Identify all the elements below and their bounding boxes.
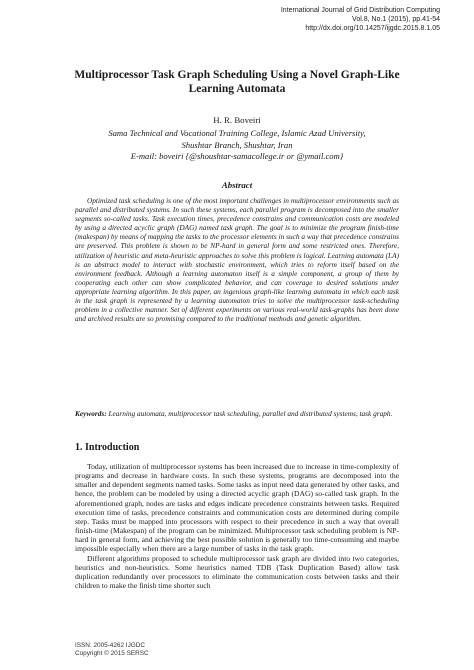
abstract-heading: Abstract xyxy=(221,180,253,190)
keywords-label: Keywords: xyxy=(75,409,107,418)
author-name: H. R. Boveiri xyxy=(213,115,261,125)
keywords-text: Learning automata, multiprocessor task scheduling, parallel and distributed systems, task graph. xyxy=(106,409,393,418)
journal-header xyxy=(180,6,440,33)
author-email[interactable]: E-mail: boveiri {@shoushtar-samacollege.ir or @ymail.com} xyxy=(130,151,344,161)
affiliation-line-2: Shushtar Branch, Shushtar, Iran xyxy=(181,139,293,150)
section-heading-introduction: 1. Introduction xyxy=(75,442,140,453)
title-line-1: Multiprocessor Task Graph Scheduling Using a Novel Graph-Like xyxy=(74,69,400,81)
paper-title xyxy=(40,68,434,96)
affiliation-line-1: Sama Technical and Vocational Training College, Islamic Azad University, xyxy=(108,128,366,138)
journal-doi[interactable]: http://dx.doi.org/10.14257/ijgdc.2015.8.1.05 xyxy=(305,25,440,32)
introduction-body xyxy=(75,462,399,590)
footer-copyright: Copyright © 2015 SERSC xyxy=(75,650,149,657)
keywords xyxy=(75,409,399,418)
abstract-text: Optimized task scheduling is one of the most important challenges in multiprocessor environments such as parallel and distributed systems. In such these systems, each parallel program is decomposed into the smaller segments so-called tasks. Task execution times, precedence constrains and communication costs are modeled by using a directed acyclic graph (DAG) named task graph. The goal is to minimize the program finish-time (makespan) by means of mapping the tasks to the processor elements in such a way that precedence constrains are preserved. This problem is shown to be NP-hard in general form and some restricted ones. Therefore, utilization of heuristic and meta-heuristic approaches to solve this problem is logical. Learning automata (LA) is an abstract model to interact with stochastic environment, which tries to reform itself based on the environment feedback. Although a learning automaton itself is a simple component, a group of them by cooperating each other can show complicated behavior, and can coverage to desired solutions under appropriate learning algorithm. In this paper, an ingenious graph-like learning automata in which each task in the task graph is represented by a learning automaton tries to solve the multiprocessor task-scheduling problem in a collective manner. Set of different experiments on various real-world task-graphs has been done and archived results are so promising compared to the traditional methods and genetic algorithm. xyxy=(75,196,399,324)
author-affiliation xyxy=(40,128,434,163)
journal-name: International Journal of Grid Distribution Computing xyxy=(280,7,440,14)
footer-issn: ISSN: 2005-4262 IJGDC xyxy=(75,642,145,649)
introduction-paragraph-2: Different algorithms proposed to schedule multiprocessor task graph are divided into two categories, heuristics and non-heuristics. Some heuristics named TDB (Task Duplication Based) allow task duplication redundantly over processors to eliminate the communication costs between tasks and their children to make the finish time shorter such xyxy=(75,553,399,591)
title-line-2: Learning Automata xyxy=(188,83,286,95)
journal-volume: Vol.8, No.1 (2015), pp.41-54 xyxy=(352,16,440,23)
introduction-paragraph-1: Today, utilization of multiprocessor systems has been increased due to increase in time-complexity of programs and decrease in hardware costs. In such these systems, programs are decomposed into the smaller and dependent segments named tasks. Some tasks as input need data generated by other tasks, and hence, the problem can be modeled by using a directed acyclic graph (DAG) so-called task graph. In the aforementioned graph, nodes are tasks and edges indicate precedence constraints between tasks. Required execution time of tasks, precedence constraints and communication costs are determined during compile step. Tasks must be mapped into processors with respect to their precedence in such a way that overall finish-time (Makespan) of the program can be minimized. Multiprocessor task scheduling problem is NP-hard in general form, and achieving the best possible solution is generally too time-consuming and maybe impossible especially when there are a large number of tasks in the task graph. xyxy=(75,462,399,554)
page-footer xyxy=(75,642,149,658)
